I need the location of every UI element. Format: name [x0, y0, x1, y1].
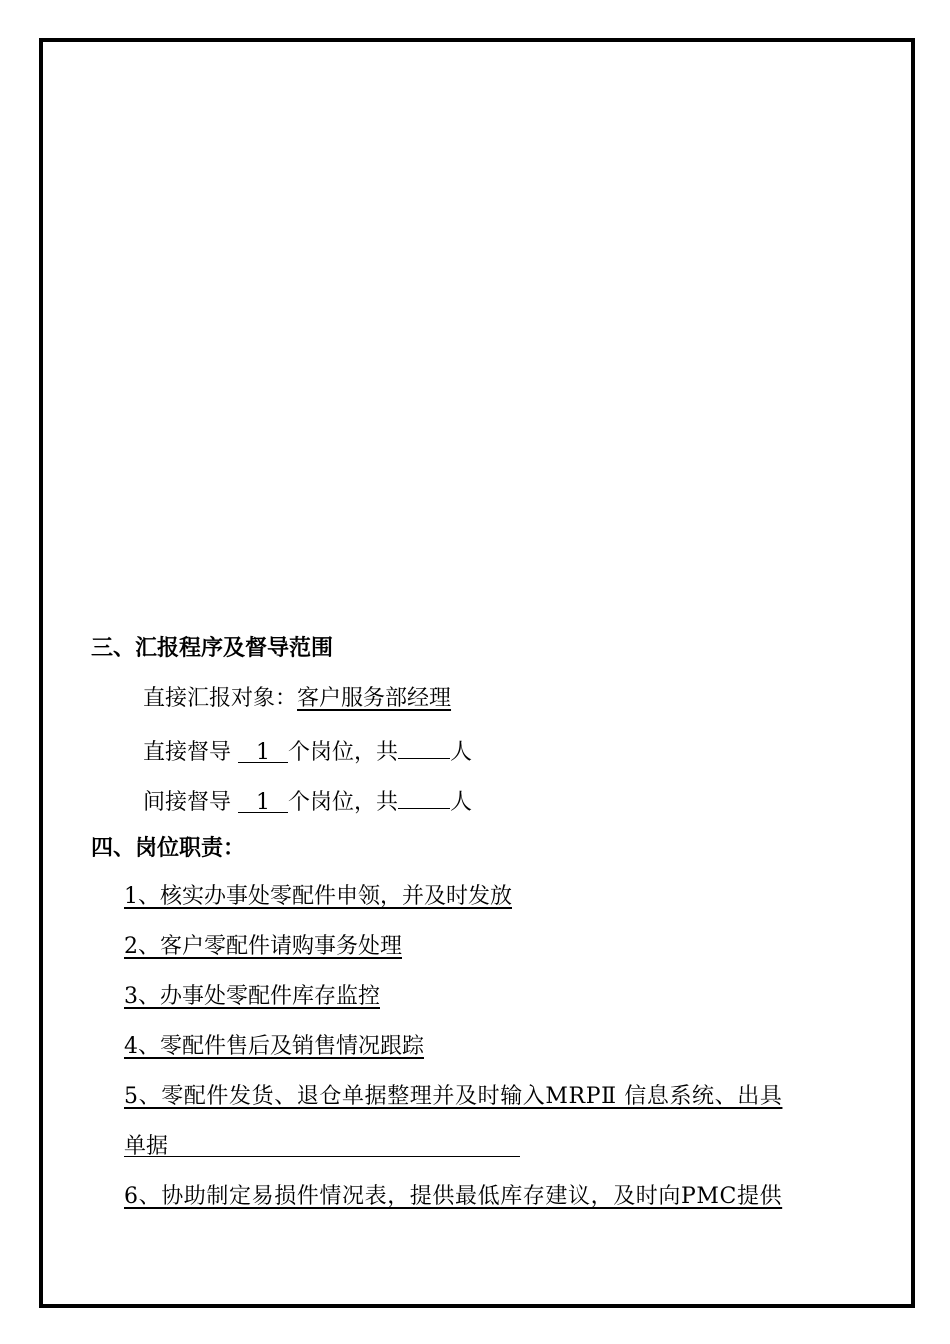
duty-item: 2、客户零配件请购事务处理 — [124, 934, 402, 959]
indirect-people-unit: 人 — [450, 790, 473, 815]
section-3-heading: 三、汇报程序及督导范围 — [91, 636, 334, 661]
page-border — [39, 38, 915, 1308]
duty-item: 3、办事处零配件库存监控 — [124, 984, 380, 1009]
report-to-line — [143, 684, 451, 714]
direct-supervision-line — [143, 734, 472, 768]
duty-item: 4、零配件售后及销售情况跟踪 — [124, 1034, 424, 1059]
indirect-supervision-line — [143, 784, 472, 818]
section-4-heading: 四、岗位职责： — [91, 836, 246, 861]
report-to-label: 直接汇报对象： — [143, 686, 298, 711]
report-to-value: 客户服务部经理 — [297, 686, 452, 711]
duty-item: 1、核实办事处零配件申领，并及时发放 — [124, 884, 512, 909]
duty-item-continuation — [124, 1132, 520, 1162]
direct-positions-text: 个岗位，共 — [288, 740, 399, 765]
duty-item: 5、零配件发货、退仓单据整理并及时输入MRPⅡ 信息系统、出具 — [124, 1084, 783, 1109]
direct-position-count: 1 — [238, 738, 288, 763]
direct-people-unit: 人 — [450, 740, 473, 765]
indirect-people-count — [398, 784, 450, 809]
direct-people-count — [398, 734, 450, 759]
indirect-positions-text: 个岗位，共 — [288, 790, 399, 815]
indirect-supervision-label: 间接督导 — [143, 790, 232, 815]
indirect-position-count: 1 — [238, 788, 288, 813]
duty-item: 6、协助制定易损件情况表，提供最低库存建议，及时向PMC提供 — [124, 1184, 783, 1209]
direct-supervision-label: 直接督导 — [143, 740, 232, 765]
duty-continuation-text: 单据 — [124, 1132, 520, 1157]
